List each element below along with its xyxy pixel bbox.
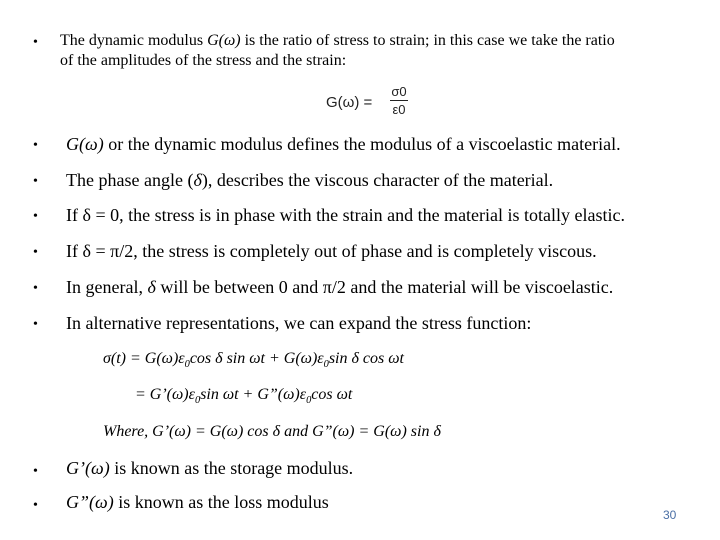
bullet-text: will be between 0 and π/2 and the material will be viscoelastic. (155, 277, 614, 297)
equation-text: cos ωt (311, 386, 353, 403)
bullet-text: is known as the storage modulus. (109, 458, 354, 478)
intro-paragraph (60, 31, 615, 71)
fraction-bar (390, 100, 408, 101)
equation-subscript: 0 (184, 359, 190, 371)
stress-equation-line1 (103, 350, 404, 370)
equation-subscript: 0 (194, 395, 201, 407)
bullet-emphasis: G”(ω) (66, 492, 114, 512)
bullet-marker: • (33, 281, 38, 296)
bullet-item-5 (66, 277, 613, 298)
equation-subscript: 0 (323, 359, 329, 371)
bullet-item-4 (66, 241, 597, 262)
equation-text: cos δ sin ωt + G(ω)ε (189, 350, 324, 367)
storage-modulus-item (66, 458, 353, 479)
stress-equation-line2 (135, 386, 352, 406)
bullet-item-3 (66, 205, 625, 226)
bullet-text: In alternative representations, we can expand the stress function: (66, 313, 532, 333)
bullet-marker: • (33, 498, 38, 513)
bullet-emphasis: δ (147, 277, 156, 297)
bullet-text: In general, (66, 277, 148, 297)
bullet-emphasis: G(ω) (66, 134, 104, 154)
bullet-marker: • (33, 138, 38, 153)
equation-text: σ(t) = G(ω)ε (103, 350, 185, 367)
equation-subscript: 0 (306, 395, 312, 407)
bullet-item-1 (66, 134, 621, 155)
bullet-emphasis: G’(ω) (66, 458, 110, 478)
intro-prefix: The dynamic modulus (60, 32, 208, 49)
equation-text: sin δ cos ωt (328, 350, 404, 367)
bullet-marker: • (33, 209, 38, 224)
bullet-text: or the dynamic modulus defines the modulus of a viscoelastic material. (103, 134, 621, 154)
bullet-item-2 (66, 170, 553, 191)
bullet-marker: • (33, 35, 38, 50)
bullet-text: If δ = π/2, the stress is completely out of phase and is completely viscous. (66, 241, 597, 261)
bullet-marker: • (33, 174, 38, 189)
loss-modulus-item (66, 492, 329, 513)
intro-line2: of the amplitudes of the stress and the strain: (60, 52, 347, 69)
bullet-marker: • (33, 464, 38, 479)
bullet-emphasis: δ (193, 170, 202, 190)
modulus-definitions: Where, G’(ω) = G(ω) cos δ and G”(ω) = G(ω) sin δ (103, 423, 441, 440)
formula-lhs: G(ω) = (326, 94, 373, 111)
bullet-text: ), describes the viscous character of the material. (201, 170, 554, 190)
bullet-marker: • (33, 317, 38, 332)
formula-fraction (390, 84, 408, 117)
bullet-text: The phase angle ( (66, 170, 194, 190)
bullet-marker: • (33, 245, 38, 260)
bullet-text: If δ = 0, the stress is in phase with the strain and the material is totally elastic. (66, 205, 626, 225)
page-number: 30 (663, 508, 677, 522)
intro-line1-rest: is the ratio of stress to strain; in this case we take the ratio (240, 32, 615, 49)
formula-numerator: σ0 (391, 84, 407, 99)
intro-symbol: G(ω) (207, 32, 241, 49)
bullet-item-6 (66, 313, 531, 334)
bullet-text: is known as the loss modulus (113, 492, 329, 512)
equation-text: = G’(ω)ε (135, 386, 195, 403)
formula-denominator: ε0 (392, 102, 406, 117)
equation-text: sin ωt + G”(ω)ε (200, 386, 307, 403)
